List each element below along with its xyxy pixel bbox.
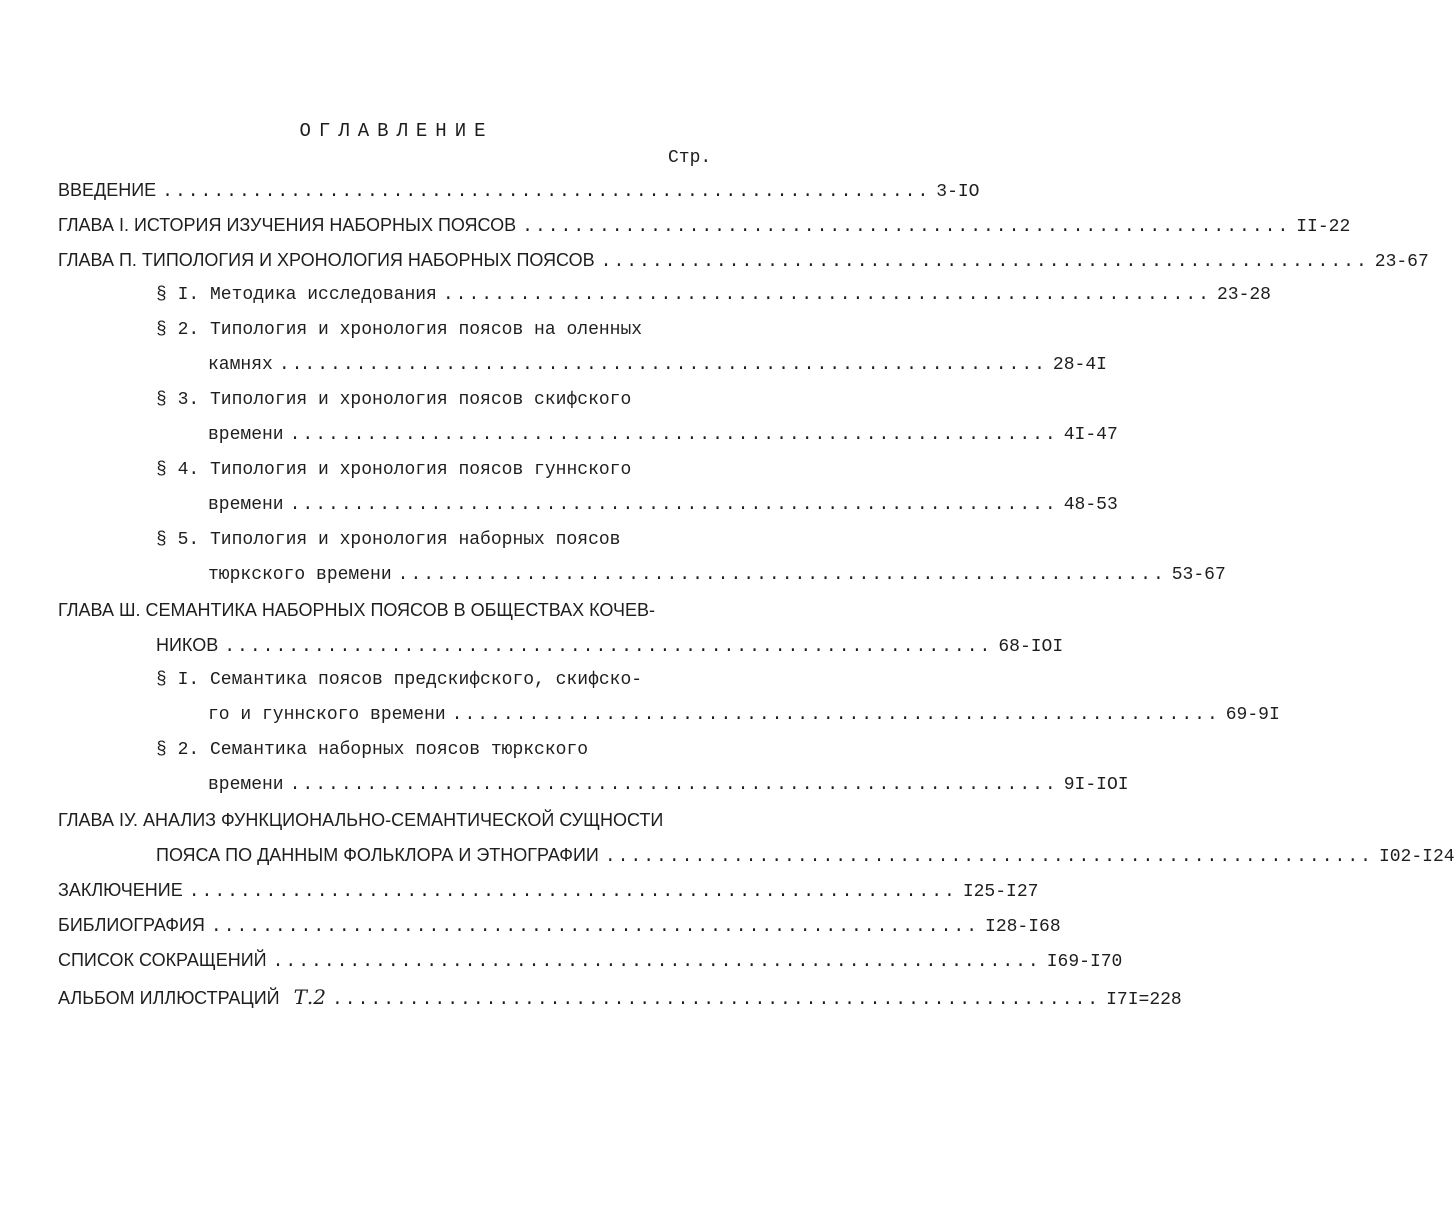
toc-entry-chapter-2[interactable] [58, 250, 1429, 280]
leader-dots: ............................................................ [442, 285, 1211, 305]
toc-entry-2-1[interactable] [156, 285, 1271, 315]
toc-entry-page: I25-I27 [962, 882, 1039, 902]
toc-entry-3-2[interactable] [156, 740, 714, 770]
toc-entry-3-1-cont[interactable] [208, 705, 1280, 735]
toc-entry-page: I7I=228 [1106, 990, 1182, 1010]
toc-entry-abbreviations[interactable] [58, 950, 1123, 980]
toc-entry-page: 48-53 [1063, 495, 1118, 515]
toc-entry-3-2-cont[interactable] [208, 775, 1129, 805]
toc-entry-text: времени [208, 425, 284, 445]
toc-entry-2-5-cont[interactable] [208, 565, 1226, 595]
leader-dots: ............................................................ [210, 917, 980, 937]
leader-dots: ............................................................ [188, 882, 957, 902]
leader-dots: ............................................................ [604, 847, 1373, 867]
leader-dots: ............................................................ [278, 355, 1047, 375]
leader-dots: ............................................................ [451, 705, 1220, 725]
leader-dots: ............................................................ [162, 182, 931, 202]
toc-entry-2-2-cont[interactable] [208, 355, 1107, 385]
toc-entry-3-1[interactable] [156, 670, 714, 700]
leader-dots: ............................................................ [289, 495, 1058, 515]
leader-dots: ............................................................ [522, 217, 1291, 237]
toc-entry-page: 23-67 [1374, 252, 1429, 272]
toc-entry-2-5[interactable] [156, 530, 714, 560]
toc-entry-text: ГЛАВА I. ИСТОРИЯ ИЗУЧЕНИЯ НАБОРНЫХ ПОЯСОВ [58, 215, 517, 235]
toc-entry-text: тюркского времени [208, 565, 392, 585]
toc-entry-illustrations[interactable] [58, 985, 1182, 1015]
toc-entry-page: 28-4I [1052, 355, 1107, 375]
toc-entry-text: § 4. Типология и хронология поясов гуннского [156, 460, 632, 480]
leader-dots: ............................................................ [332, 990, 1101, 1010]
toc-entry-text: камнях [208, 355, 273, 375]
toc-entry-text: § I. Методика исследования [156, 285, 437, 305]
toc-title [0, 120, 793, 142]
toc-entry-page: 69-9I [1225, 705, 1280, 725]
toc-entry-chapter-4[interactable] [58, 810, 714, 840]
toc-entry-chapter-3-cont[interactable] [156, 635, 1064, 665]
toc-title-text: ОГЛАВЛЕНИЕ [299, 120, 494, 142]
toc-entry-chapter-3[interactable] [58, 600, 714, 630]
toc-entry-2-4-cont[interactable] [208, 495, 1118, 525]
page-column-header: Стр. [668, 148, 712, 168]
toc-entry-page: I02-I24 [1378, 847, 1455, 867]
toc-entry-page: 4I-47 [1063, 425, 1118, 445]
toc-entry-text: го и гуннского времени [208, 705, 446, 725]
toc-entry-page: I69-I70 [1046, 952, 1123, 972]
toc-entry-text: ГЛАВА Ш. СЕМАНТИКА НАБОРНЫХ ПОЯСОВ В ОБЩЕСТВАХ КОЧЕВ- [58, 600, 656, 620]
toc-entry-text: ПОЯСА ПО ДАННЫМ ФОЛЬКЛОРА И ЭТНОГРАФИИ [156, 845, 599, 865]
handwritten-note: Т.2 [293, 985, 326, 1009]
toc-entry-text: НИКОВ [156, 635, 219, 655]
leader-dots: ............................................................ [272, 952, 1041, 972]
leader-dots: ............................................................ [224, 637, 993, 657]
toc-entry-text: § 3. Типология и хронология поясов скифского [156, 390, 632, 410]
toc-entry-text: времени [208, 775, 284, 795]
toc-entry-text: § 5. Типология и хронология наборных поясов [156, 530, 621, 550]
toc-entry-text: времени [208, 495, 284, 515]
leader-dots: ............................................................ [397, 565, 1166, 585]
toc-entry-page: 9I-IOI [1063, 775, 1129, 795]
toc-entry-text: БИБЛИОГРАФИЯ [58, 915, 205, 935]
toc-entry-text: ГЛАВА IУ. АНАЛИЗ ФУНКЦИОНАЛЬНО-СЕМАНТИЧЕСКОЙ СУЩНОСТИ [58, 810, 664, 830]
toc-entry-text: § 2. Типология и хронология поясов на оленных [156, 320, 643, 340]
toc-entry-page: 23-28 [1216, 285, 1271, 305]
toc-entry-conclusion[interactable] [58, 880, 1039, 910]
toc-entry-page: 3-IO [936, 182, 980, 202]
leader-dots: ............................................................ [289, 425, 1058, 445]
toc-entry-chapter-4-cont[interactable] [156, 845, 1455, 875]
toc-entry-text: § I. Семантика поясов предскифского, скифско- [156, 670, 643, 690]
toc-entry-2-3[interactable] [156, 390, 714, 420]
toc-entry-text: ВВЕДЕНИЕ [58, 180, 157, 200]
toc-entry-text: АЛЬБОМ ИЛЛЮСТРАЦИЙ [58, 988, 280, 1008]
toc-entry-text: § 2. Семантика наборных поясов тюркского [156, 740, 589, 760]
toc-entry-text: ГЛАВА П. ТИПОЛОГИЯ И ХРОНОЛОГИЯ НАБОРНЫХ ПОЯСОВ [58, 250, 595, 270]
toc-entry-2-4[interactable] [156, 460, 714, 490]
toc-entry-page: 53-67 [1171, 565, 1226, 585]
leader-dots: ............................................................ [600, 252, 1369, 272]
toc-entry-introduction[interactable] [58, 180, 980, 210]
toc-entry-text: ЗАКЛЮЧЕНИЕ [58, 880, 183, 900]
toc-entry-chapter-1[interactable] [58, 215, 1351, 245]
toc-entry-2-3-cont[interactable] [208, 425, 1118, 455]
toc-entry-page: II-22 [1296, 217, 1351, 237]
toc-entry-bibliography[interactable] [58, 915, 1061, 945]
toc-entry-text: СПИСОК СОКРАЩЕНИЙ [58, 950, 267, 970]
toc-entry-2-2[interactable] [156, 320, 714, 350]
leader-dots: ............................................................ [289, 775, 1058, 795]
toc-entry-page: I28-I68 [985, 917, 1061, 937]
toc-entry-page: 68-IOI [998, 637, 1064, 657]
